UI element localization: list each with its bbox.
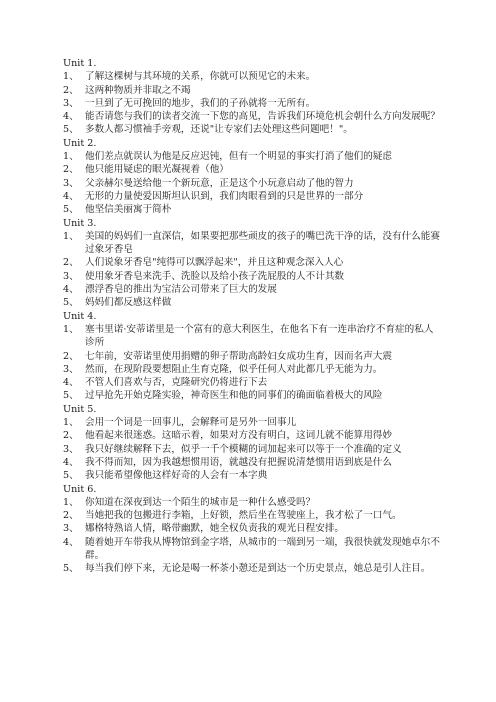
item-text: 然而，在现阶段要想阻止生育克隆，似乎任何人对此都几乎无能为力。 xyxy=(85,363,383,375)
item-text: 多数人都习惯袖手旁观，还说"让专家们去处理这些问题吧！"。 xyxy=(85,124,353,136)
item-text: 我只好继续解释下去，似乎一千个模糊的词加起来可以等于一个准确的定义 xyxy=(85,443,402,455)
unit-title: Unit 1. xyxy=(63,58,97,69)
list-item xyxy=(63,203,440,216)
item-number: 1、 xyxy=(63,151,79,163)
item-text: 七年前，安蒂诺里使用捐赠的卵子帮助高龄妇女成功生育，因而名声大震 xyxy=(85,350,392,362)
list-item xyxy=(63,84,440,97)
item-number: 5、 xyxy=(63,204,79,216)
list-item xyxy=(63,177,440,190)
item-number: 2、 xyxy=(63,164,79,176)
item-text: 父亲赫尔曼送给他一个新玩意，正是这个小玩意启动了他的智力 xyxy=(85,177,354,189)
list-item xyxy=(63,443,440,456)
list-item xyxy=(63,323,440,350)
list-item xyxy=(63,97,440,110)
list-item xyxy=(63,376,440,389)
item-number: 5、 xyxy=(63,124,79,136)
list-item xyxy=(63,190,440,203)
list-item xyxy=(63,256,440,269)
list-item xyxy=(63,150,440,163)
item-number: 4、 xyxy=(63,111,79,123)
item-number: 4、 xyxy=(63,456,79,468)
item-text: 这两种物质并非取之不竭 xyxy=(85,84,191,96)
list-item xyxy=(63,163,440,176)
list-item xyxy=(63,363,440,376)
item-number: 3、 xyxy=(63,443,79,455)
item-text: 美国的妈妈们一直深信，如果要把那些顽皮的孩子的嘴巴洗干净的话，没有什么能赛过象牙香皂 xyxy=(85,230,440,256)
item-text: 人们说象牙香皂"纯得可以飘浮起来"，并且这种观念深入人心 xyxy=(85,257,344,269)
list-item xyxy=(63,416,440,429)
item-text: 了解这棵树与其环境的关系，你就可以预见它的未来。 xyxy=(85,71,316,83)
unit-title: Unit 5. xyxy=(63,403,97,415)
item-text: 能否请您与我们的读者交流一下您的高见，告诉我们环境危机会朝什么方向发展呢？ xyxy=(85,111,440,123)
list-item xyxy=(63,270,440,283)
item-text: 每当我们停下来，无论是喝一杯茶小憩还是到达一个历史景点，她总是引人注目。 xyxy=(85,563,431,575)
item-text: 使用象牙香皂来洗手、洗脸以及给小孩子洗屁股的人不计其数 xyxy=(85,270,345,282)
item-number: 3、 xyxy=(63,177,79,189)
item-text: 漂浮香皂的推出为宝洁公司带来了巨大的发展 xyxy=(85,284,277,296)
list-item xyxy=(63,456,440,469)
item-number: 2、 xyxy=(63,84,79,96)
item-number: 2、 xyxy=(63,430,79,442)
item-text: 随着她开车带我从博物馆到金字塔，从城市的一端到另一端，我很快就发现她卓尔不群。 xyxy=(85,536,440,561)
item-number: 1、 xyxy=(63,323,79,335)
list-item xyxy=(63,469,440,482)
item-text: 无形的力量使爱因斯坦认识到，我们肉眼看到的只是世界的一部分 xyxy=(85,190,364,202)
unit-title: Unit 3. xyxy=(63,217,97,229)
item-text: 塞韦里诺·安蒂诺里是一个富有的意大利医生，在他名下有一连串治疗不育症的私人诊所 xyxy=(85,323,434,349)
item-number: 5、 xyxy=(63,390,79,402)
list-item xyxy=(63,230,440,257)
item-number: 1、 xyxy=(63,71,79,83)
list-item xyxy=(63,389,440,402)
item-number: 2、 xyxy=(63,257,79,269)
item-text: 一旦到了无可挽回的地步，我们的子孙就将一无所有。 xyxy=(85,97,316,109)
item-text: 过早抢先开始克隆实验，神奇医生和他的同事们的确面临着极大的风险 xyxy=(85,390,383,402)
item-text: 他看起来很迷惑。这暗示着，如果对方没有明白，这词儿就不能算用得妙 xyxy=(85,430,392,442)
item-text: 当她把我的包搬进行李箱，上好锁，然后坐在驾驶座上，我才松了一口气。 xyxy=(85,510,402,522)
item-number: 4、 xyxy=(63,284,79,296)
item-text: 会用一个词是一回事儿，会解释可是另外一回事儿 xyxy=(85,417,297,429)
item-text: 他坚信美丽寓于简朴 xyxy=(85,204,172,216)
list-item xyxy=(63,536,440,563)
item-number: 3、 xyxy=(63,523,79,535)
item-number: 3、 xyxy=(63,363,79,375)
unit-title: Unit 4. xyxy=(63,310,97,322)
list-item xyxy=(63,123,440,136)
item-number: 4、 xyxy=(63,190,79,202)
list-item xyxy=(63,110,440,123)
item-number: 3、 xyxy=(63,270,79,282)
item-number: 4、 xyxy=(63,536,79,548)
item-number: 2、 xyxy=(63,350,79,362)
item-number: 2、 xyxy=(63,510,79,522)
list-item xyxy=(63,283,440,296)
list-item xyxy=(63,296,440,309)
item-number: 1、 xyxy=(63,417,79,429)
item-text: 你知道在深夜到达一个陌生的城市是一种什么感受吗？ xyxy=(85,496,316,508)
list-item xyxy=(63,350,440,363)
item-text: 他们差点就误认为他是反应迟钝，但有一个明显的事实打消了他们的疑虑 xyxy=(85,151,392,163)
item-number: 4、 xyxy=(63,377,79,389)
item-text: 他只能用疑虑的眼光凝视着（他） xyxy=(85,164,229,176)
item-text: 妈妈们都反感这样做 xyxy=(85,297,172,309)
item-number: 1、 xyxy=(63,230,79,242)
list-item xyxy=(63,562,440,575)
item-text: 不管人们喜欢与否，克隆研究仍将进行下去 xyxy=(85,377,268,389)
list-item xyxy=(63,496,440,509)
unit-title: Unit 2. xyxy=(63,137,97,149)
item-number: 5、 xyxy=(63,563,79,575)
list-item xyxy=(63,429,440,442)
item-number: 3、 xyxy=(63,97,79,109)
item-text: 娜格特熟谙人情，略带幽默，她全权负责我的观光日程安排。 xyxy=(85,523,345,535)
list-item xyxy=(63,509,440,522)
item-number: 5、 xyxy=(63,297,79,309)
item-text: 我不得而知，因为我越想惯用语，就越没有把握说清楚惯用语到底是什么 xyxy=(85,456,392,468)
item-text: 我只能希望像他这样好奇的人会有一本字典 xyxy=(85,470,268,482)
item-number: 1、 xyxy=(63,496,79,508)
item-number: 5、 xyxy=(63,470,79,482)
list-item xyxy=(63,70,440,83)
unit-title: Unit 6. xyxy=(63,483,97,495)
list-item xyxy=(63,522,440,535)
